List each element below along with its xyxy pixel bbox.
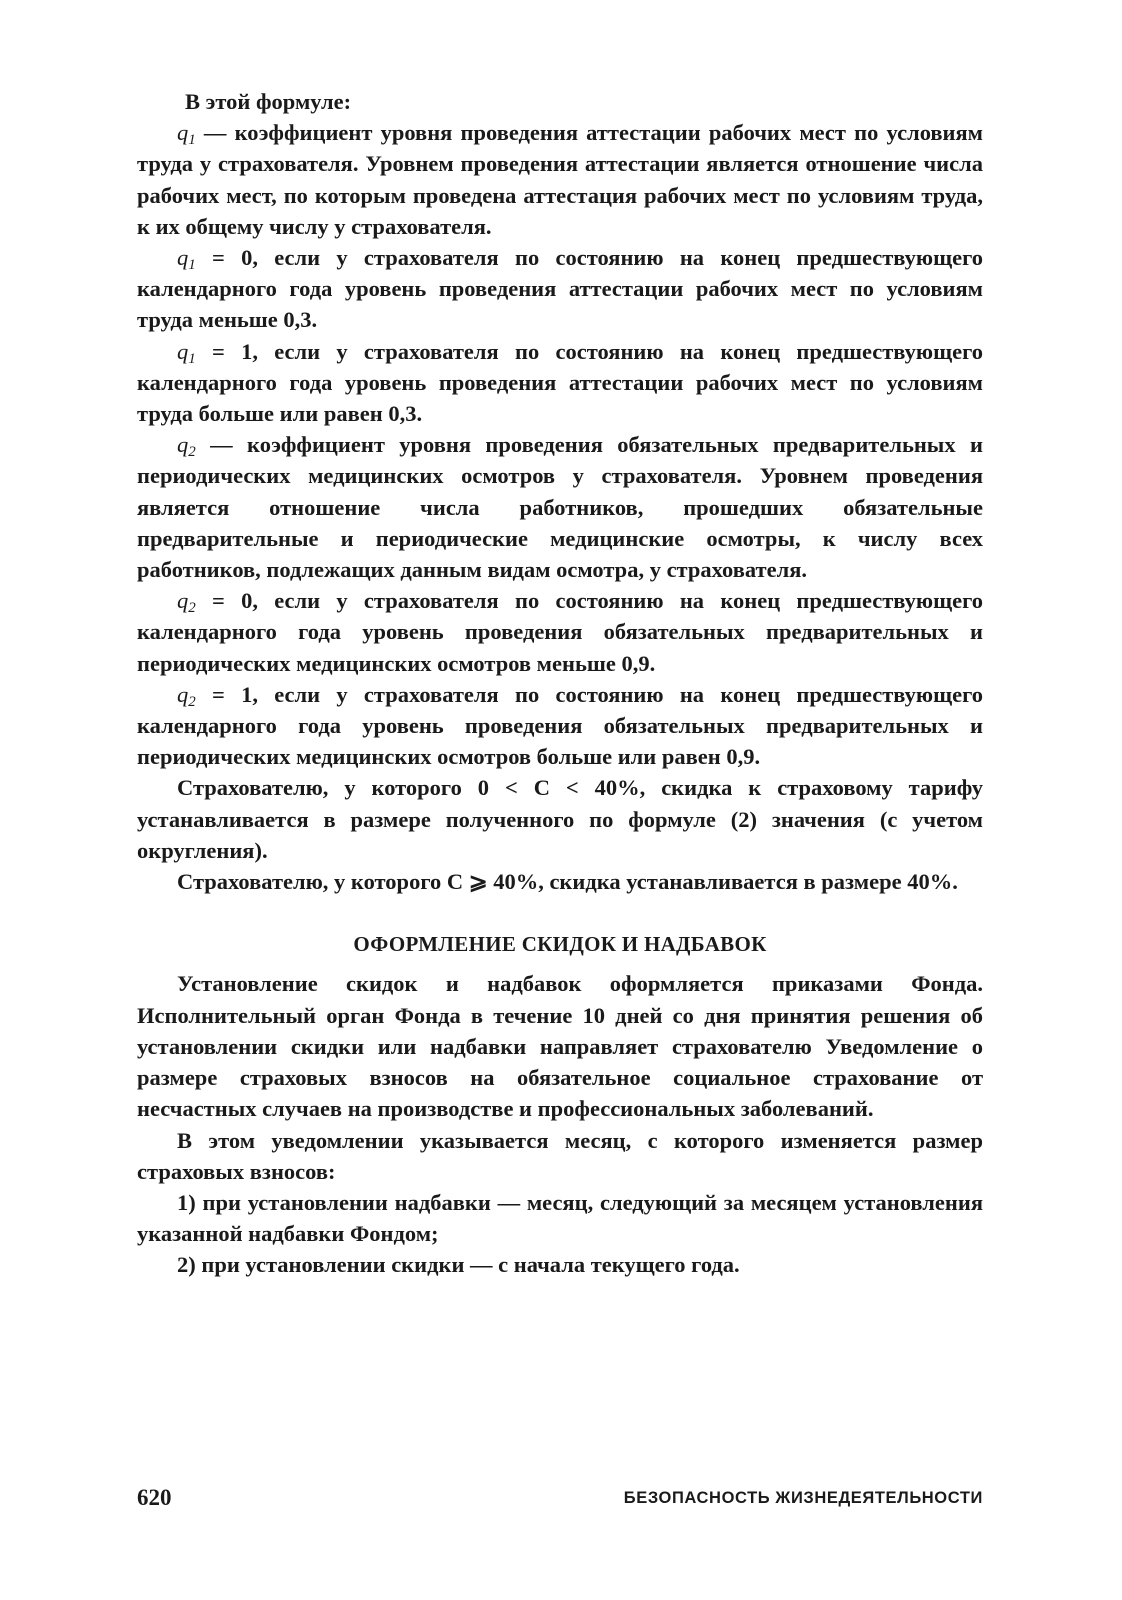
- paragraph-q2-definition: [137, 429, 983, 585]
- section-heading: ОФОРМЛЕНИЕ СКИДОК И НАДБАВОК: [353, 932, 767, 957]
- paragraph-section-1: Установление скидок и надбавок оформляется приказами Фонда. Исполнительный орган Фонда в течение 10 дней со дня принятия решения об установлении скидки или надбавки направляет страхователю Уведомление о размере страховых взносов на обязательное социальное страхование от несчастных случаев на производстве и профессиональных заболеваний.: [137, 971, 983, 1122]
- paragraph-text: = 1, если у страхователя по состоянию на конец предшествующего календарного года уровень проведения аттестации рабочих мест по условиям труда больше или равен 0,3.: [137, 338, 983, 427]
- paragraph-q2-one: [137, 679, 983, 773]
- paragraph-q1-zero: [137, 242, 983, 336]
- paragraph-text: Страхователю, у которого 0 < С < 40%, скидка к страховому тарифу устанавливается в размере полученного по формуле (2) значения (с учетом округления).: [137, 775, 983, 863]
- paragraph-text: В этой формуле:: [185, 89, 352, 114]
- page-footer: [137, 1485, 983, 1525]
- variable-q1: $q_1$: [177, 338, 196, 367]
- paragraph-q1-definition: [137, 117, 983, 242]
- list-item-1: 1) при установлении надбавки — месяц, следующий за месяцем установления указанной надбавки Фондом;: [137, 1189, 983, 1247]
- paragraph-q1-one: [137, 336, 983, 430]
- page-number: 620: [137, 1485, 172, 1510]
- paragraph-text: = 1, если у страхователя по состоянию на конец предшествующего календарного года уровень проведения обязательных предварительных и периодических медицинских осмотров больше или равен 0,9.: [137, 681, 983, 770]
- paragraph-q2-zero: [137, 585, 983, 679]
- paragraph-discount-range: [137, 772, 983, 866]
- paragraph-discount-max: [137, 866, 983, 897]
- variable-q2: $q_2$: [177, 681, 196, 710]
- paragraph-intro: [137, 86, 983, 117]
- paragraph-text: — коэффициент уровня проведения обязательных предварительных и периодических медицинских осмотров у страхователя. Уровнем проведения является отношение числа работников, прошедших обязательные предварительные и периодические медицинские осмотры, к числу всех работников, подлежащих данным видам осмотра, у страхователя.: [137, 432, 983, 583]
- variable-q1: $q_1$: [177, 245, 196, 274]
- variable-q1: $q_1$: [177, 120, 196, 149]
- paragraph-text: = 0, если у страхователя по состоянию на конец предшествующего календарного года уровень проведения аттестации рабочих мест по условиям труда меньше 0,3.: [137, 245, 983, 333]
- list-item-2: 2) при установлении скидки — с начала текущего года.: [177, 1252, 740, 1278]
- variable-q2: $q_2$: [177, 588, 196, 617]
- paragraph-section-2: В этом уведомлении указывается месяц, с которого изменяется размер страховых взносов:: [137, 1127, 983, 1184]
- variable-q2: $q_2$: [177, 432, 196, 461]
- paragraph-text: Страхователю, у которого С ⩾ 40%, скидка устанавливается в размере 40%.: [177, 869, 958, 895]
- running-title: БЕЗОПАСНОСТЬ ЖИЗНЕДЕЯТЕЛЬНОСТИ: [623, 1489, 983, 1507]
- page-body: [137, 86, 983, 1281]
- paragraph-text: = 0, если у страхователя по состоянию на конец предшествующего календарного года уровень проведения обязательных предварительных и периодических медицинских осмотров меньше 0,9.: [137, 588, 983, 676]
- paragraph-text: — коэффициент уровня проведения аттестации рабочих мест по условиям труда у страхователя. Уровнем проведения аттестации является отношение числа рабочих мест, по которым проведена аттестация рабочих мест по условиям труда, к их общему числу у страхователя.: [137, 120, 983, 239]
